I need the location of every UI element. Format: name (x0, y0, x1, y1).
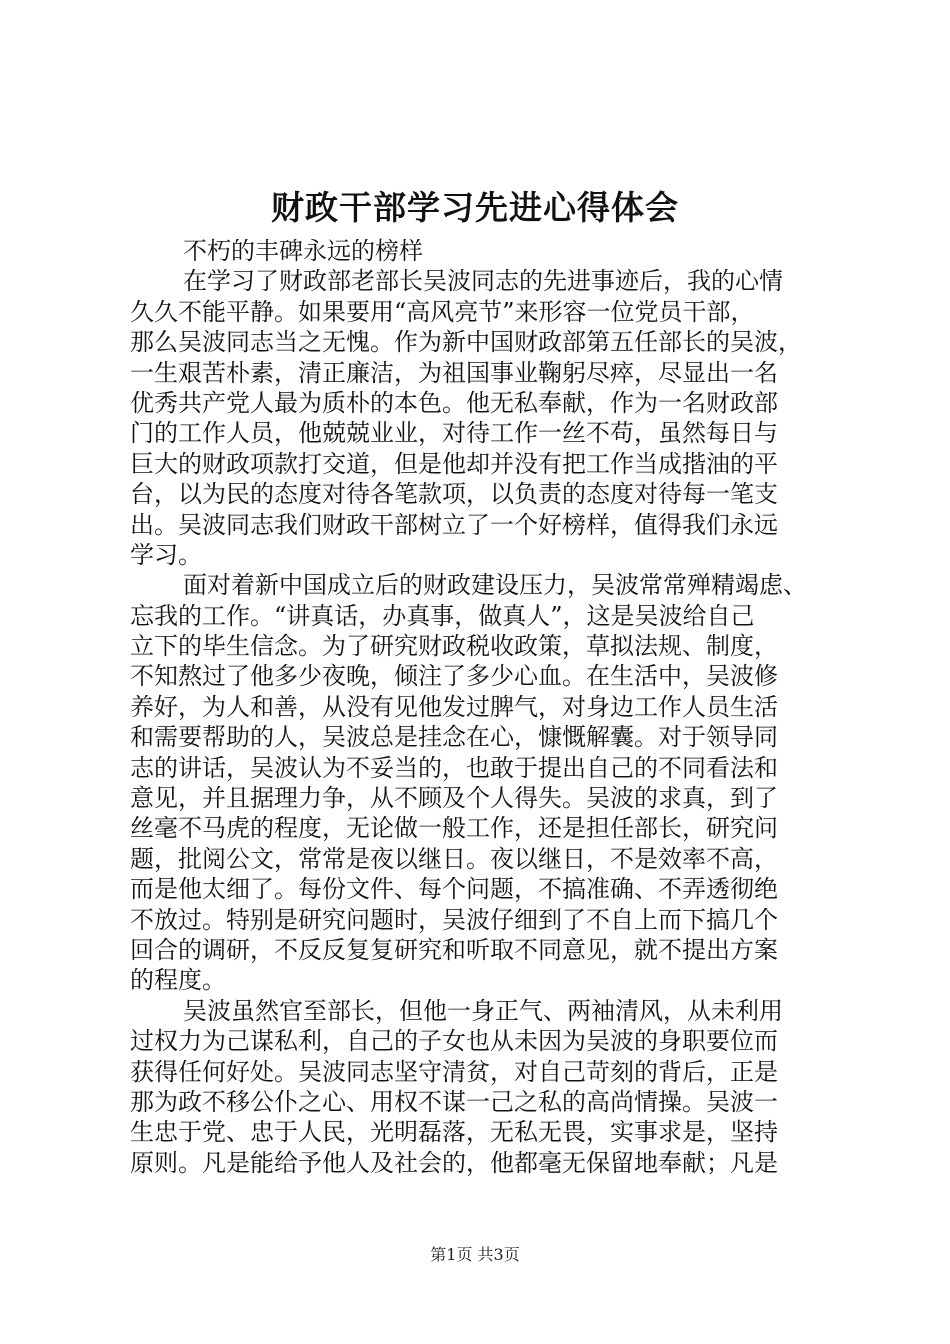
body-line: 一生艰苦朴素，清正廉洁，为祖国事业鞠躬尽瘁，尽显出一名 (130, 358, 778, 387)
body-line: 台，以为民的态度对待各笔款项，以负责的态度对待每一笔支 (130, 480, 778, 509)
body-line: 原则。凡是能给予他人及社会的，他都毫无保留地奉献；凡是 (130, 1148, 778, 1177)
body-line: 而是他太细了。每份文件、每个问题，不搞准确、不弄透彻绝 (130, 875, 778, 904)
page-number: 第1页 共3页 (430, 1245, 520, 1264)
body-line: 在学习了财政部老部长吴波同志的先进事迹后，我的心情 (183, 267, 783, 296)
document-subtitle: 不朽的丰碑永远的榜样 (183, 237, 423, 265)
body-line: 意见，并且据理力争，从不顾及个人得失。吴波的求真，到了 (130, 784, 778, 813)
body-line: 生忠于党、忠于人民，光明磊落，无私无畏，实事求是，坚持 (130, 1118, 778, 1147)
body-line: 和需要帮助的人，吴波总是挂念在心，慷慨解囊。对于领导同 (130, 723, 778, 752)
body-line: 久久不能平静。如果要用“高风亮节”来形容一位党员干部， (130, 297, 755, 326)
document-body (130, 236, 835, 1178)
body-line: 门的工作人员，他兢兢业业，对待工作一丝不苟，虽然每日与 (130, 419, 778, 448)
body-line: 那为政不移公仆之心、用权不谋一己之私的高尚情操。吴波一 (130, 1087, 778, 1116)
body-line: 不放过。特别是研究问题时，吴波仔细到了不自上而下搞几个 (130, 905, 778, 934)
body-line: 出。吴波同志我们财政干部树立了一个好榜样，值得我们永远 (130, 510, 778, 539)
body-line: 忘我的工作。“讲真话，办真事，做真人”，这是吴波给自己 (130, 601, 755, 630)
body-line: 吴波虽然官至部长，但他一身正气、两袖清风，从未利用 (183, 996, 783, 1025)
body-line: 回合的调研，不反反复复研究和听取不同意见，就不提出方案 (130, 935, 778, 964)
body-line: 养好，为人和善，从没有见他发过脾气，对身边工作人员生活 (130, 692, 778, 721)
body-line: 志的讲话，吴波认为不妥当的，也敢于提出自己的不同看法和 (130, 753, 778, 782)
body-line: 过权力为己谋私利，自己的子女也从未因为吴波的身职要位而 (130, 1027, 778, 1056)
body-line: 题，批阅公文，常常是夜以继日。夜以继日，不是效率不高， (130, 844, 778, 873)
body-line: 优秀共产党人最为质朴的本色。他无私奉献，作为一名财政部 (130, 388, 778, 417)
body-line: 丝毫不马虎的程度，无论做一般工作，还是担任部长，研究问 (130, 814, 778, 843)
document-title: 财政干部学习先进心得体会 (271, 188, 679, 227)
body-line: 巨大的财政项款打交道，但是他却并没有把工作当成揩油的平 (130, 449, 778, 478)
body-line: 面对着新中国成立后的财政建设压力，吴波常常殚精竭虑、 (183, 571, 807, 600)
body-line: 立下的毕生信念。为了研究财政税收政策，草拟法规、制度， (130, 632, 778, 661)
body-line: 获得任何好处。吴波同志坚守清贫，对自己苛刻的背后，正是 (130, 1057, 778, 1086)
body-line: 那么吴波同志当之无愧。作为新中国财政部第五任部长的吴波， (130, 328, 802, 357)
body-line: 不知熬过了他多少夜晚，倾注了多少心血。在生活中，吴波修 (130, 662, 778, 691)
body-line: 的程度。 (130, 966, 226, 995)
body-line: 学习。 (130, 540, 202, 569)
